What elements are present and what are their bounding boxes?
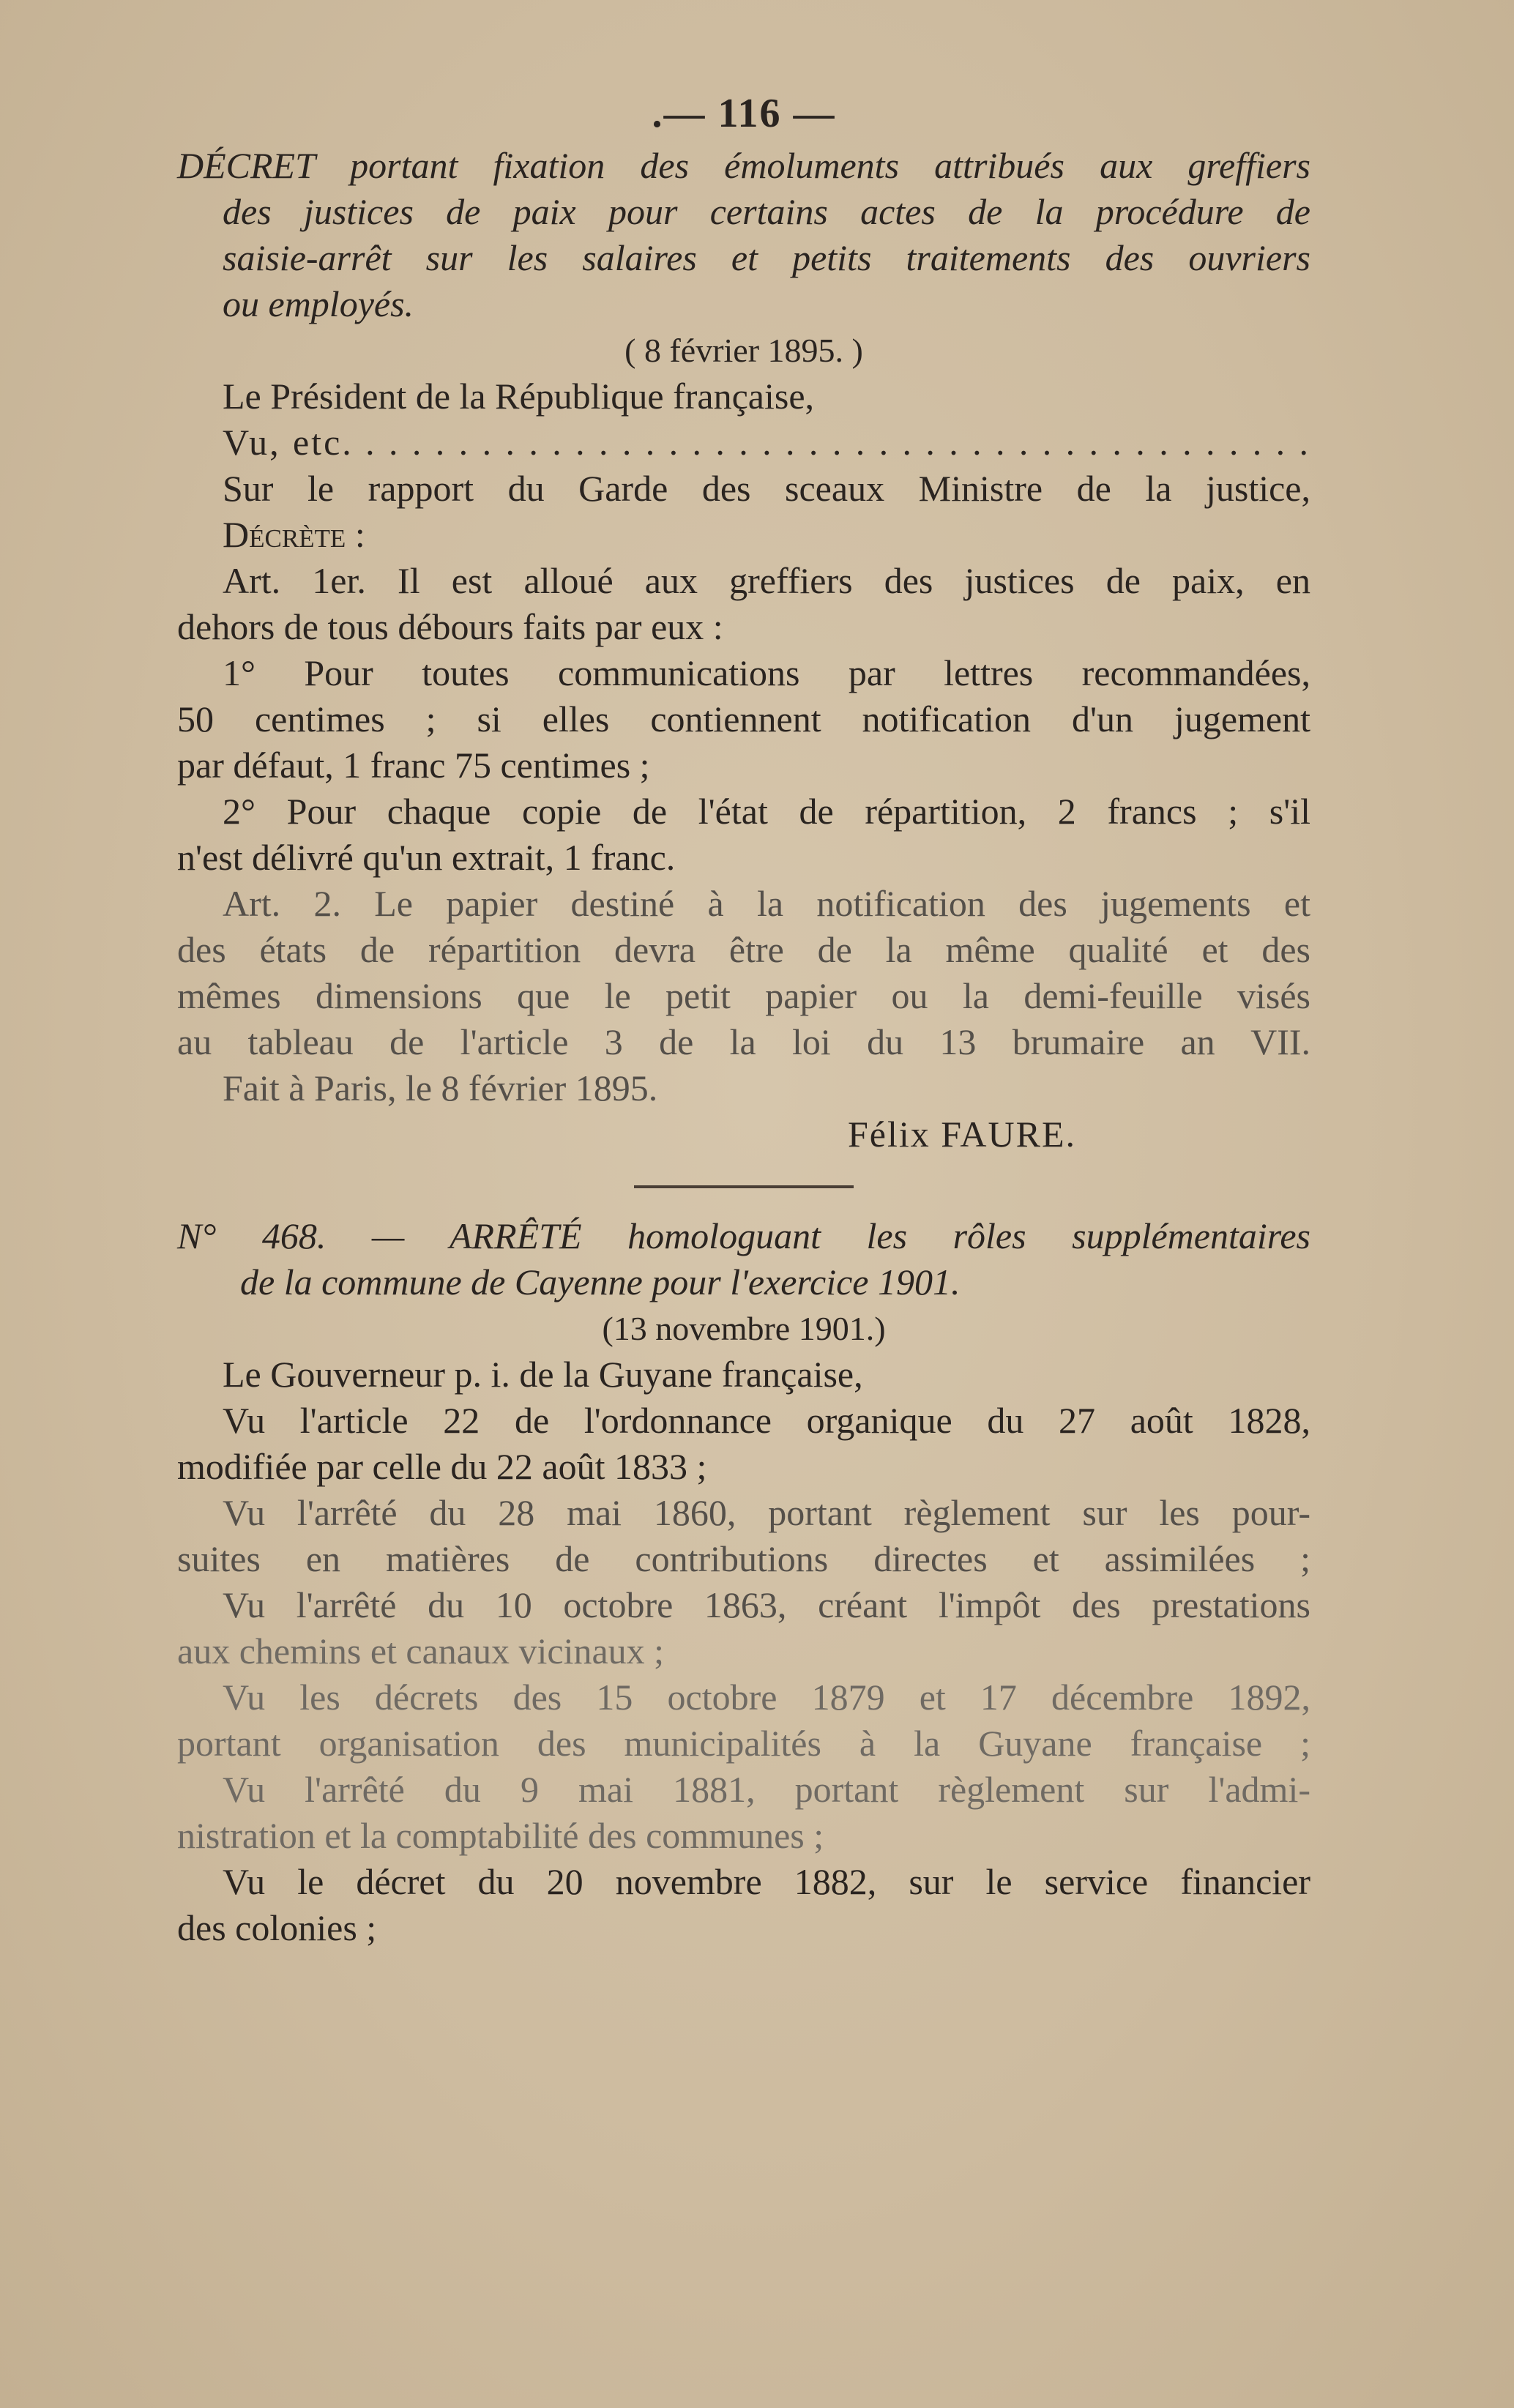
decree-date: ( 8 février 1895. ): [624, 332, 863, 369]
visa-line: Vu les décrets des 15 octobre 1879 et 17 décembre 1892,: [223, 1677, 1310, 1718]
arrete-title-line: de la commune de Cayenne pour l'exercice 1901.: [240, 1261, 961, 1302]
decree-title-line: DÉCRET portant fixation des émoluments attribués aux greffiers: [177, 145, 1310, 186]
visa-line: Vu le décret du 20 novembre 1882, sur le service financier: [223, 1861, 1310, 1902]
rapport-line: Sur le rapport du Garde des sceaux Ministre de la justice,: [223, 468, 1310, 509]
visa-line: aux chemins et canaux vicinaux ;: [177, 1630, 665, 1671]
article-line: par défaut, 1 franc 75 centimes ;: [177, 745, 650, 786]
decree-title: [177, 143, 1310, 327]
section-divider: [634, 1185, 854, 1188]
page-content: [177, 84, 1310, 1951]
governor-line: Le Gouverneur p. i. de la Guyane française,: [223, 1354, 863, 1395]
visa-line: des colonies ;: [177, 1907, 377, 1948]
article-line: des états de répartition devra être de la même qualité et des: [177, 929, 1310, 970]
signature: Félix FAURE.: [848, 1114, 1076, 1155]
visa-line: Vu l'arrêté du 10 octobre 1863, créant l'impôt des prestations: [223, 1584, 1310, 1625]
decrete-heading: Décrète :: [223, 514, 365, 555]
arrete-title: [177, 1213, 1310, 1305]
article-line: 1° Pour toutes communications par lettres recommandées,: [223, 652, 1310, 693]
visa-line: portant organisation des municipalités à la Guyane française ;: [177, 1723, 1310, 1764]
visa-line: suites en matières de contributions directes et assimilées ;: [177, 1538, 1310, 1579]
article-line: mêmes dimensions que le petit papier ou la demi-feuille visés: [177, 975, 1310, 1016]
arrete-body: [177, 1398, 1310, 1951]
decree-body: [177, 558, 1310, 1111]
article-line: dehors de tous débours faits par eux :: [177, 606, 723, 647]
decree-title-line: ou employés.: [223, 283, 414, 324]
article-line: 2° Pour chaque copie de l'état de répartition, 2 francs ; s'il: [223, 791, 1310, 832]
arrete-date: (13 novembre 1901.): [602, 1310, 886, 1347]
article-line: Art. 2. Le papier destiné à la notification des jugements et: [223, 883, 1310, 924]
article-line: au tableau de l'article 3 de la loi du 13 brumaire an VII.: [177, 1021, 1310, 1062]
article-line: 50 centimes ; si elles contiennent notification d'un jugement: [177, 698, 1310, 739]
article-line: n'est délivré qu'un extrait, 1 franc.: [177, 837, 676, 878]
president-line: Le Président de la République française,: [223, 376, 815, 417]
visa-line: nistration et la comptabilité des communes ;: [177, 1815, 824, 1856]
page-number: .— 116 —: [652, 91, 836, 136]
article-line: Art. 1er. Il est alloué aux greffiers des justices de paix, en: [223, 560, 1310, 601]
visa-line: Vu l'arrêté du 9 mai 1881, portant règlement sur l'admi-: [223, 1769, 1310, 1810]
visa-line: Vu l'arrêté du 28 mai 1860, portant règlement sur les pour-: [223, 1492, 1310, 1533]
arrete-title-line: N° 468. — ARRÊTÉ homologuant les rôles supplémentaires: [177, 1215, 1310, 1256]
vu-etc-line: Vu, etc. . . . . . . . . . . . . . . . . . . . . . . . . . . . . . . . . . . . . . . . . .: [223, 422, 1310, 463]
visa-line: Vu l'article 22 de l'ordonnance organique du 27 août 1828,: [223, 1400, 1310, 1441]
done-at-line: Fait à Paris, le 8 février 1895.: [223, 1067, 658, 1108]
decree-title-line: des justices de paix pour certains actes de la procédure de: [223, 191, 1310, 232]
visa-line: modifiée par celle du 22 août 1833 ;: [177, 1446, 707, 1487]
decree-title-line: saisie-arrêt sur les salaires et petits traitements des ouvriers: [223, 237, 1310, 278]
